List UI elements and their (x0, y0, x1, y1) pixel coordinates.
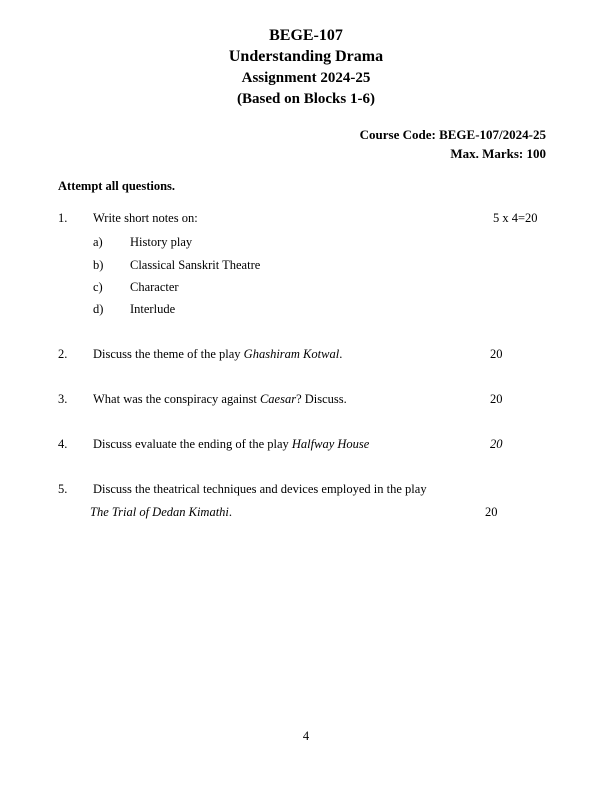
play-title: The Trial of Dedan Kimathi (90, 505, 229, 519)
sub-question-label: c) (93, 280, 103, 294)
question-text: Write short notes on: (93, 211, 198, 225)
sub-question-text: Character (130, 280, 179, 294)
question-marks: 20 (490, 347, 503, 361)
play-title: Halfway House (291, 437, 370, 451)
question-marks: 5 x 4=20 (493, 211, 538, 225)
question-marks: 20 (490, 392, 503, 406)
question-number: 5. (58, 482, 68, 496)
question-text: Discuss the theme of the play Ghashiram Kotwal. (93, 347, 343, 361)
course-code-heading: BEGE-107 (269, 27, 343, 44)
sub-question-label: b) (93, 258, 104, 272)
question-number: 2. (58, 347, 68, 361)
question-marks: 20 (490, 437, 503, 451)
play-title: Caesar (259, 392, 297, 406)
sub-question-text: Interlude (130, 302, 176, 316)
question-text: Discuss the theatrical techniques and devices employed in the play (93, 482, 427, 496)
sub-question-text: Classical Sanskrit Theatre (130, 258, 261, 272)
course-code-meta: Course Code: BEGE-107/2024-25 (359, 127, 546, 142)
question-marks: 20 (485, 505, 498, 519)
question-text-continued: The Trial of Dedan Kimathi. (90, 505, 233, 519)
instruction: Attempt all questions. (58, 179, 176, 193)
question-text: What was the conspiracy against Caesar? Discuss. (93, 392, 347, 406)
sub-question-text: History play (130, 235, 193, 249)
course-title: Understanding Drama (228, 48, 384, 65)
max-marks: Max. Marks: 100 (450, 146, 546, 161)
question-number: 4. (58, 437, 68, 451)
page-number: 4 (302, 729, 310, 743)
play-title: Ghashiram Kotwal (243, 347, 340, 361)
sub-question-label: a) (93, 235, 103, 249)
question-number: 1. (58, 211, 68, 225)
blocks-note: (Based on Blocks 1-6) (237, 91, 375, 107)
question-text: Discuss evaluate the ending of the play Halfway House (93, 437, 370, 451)
sub-question-label: d) (93, 302, 104, 316)
question-number: 3. (58, 392, 68, 406)
assignment-year: Assignment 2024-25 (241, 70, 371, 86)
